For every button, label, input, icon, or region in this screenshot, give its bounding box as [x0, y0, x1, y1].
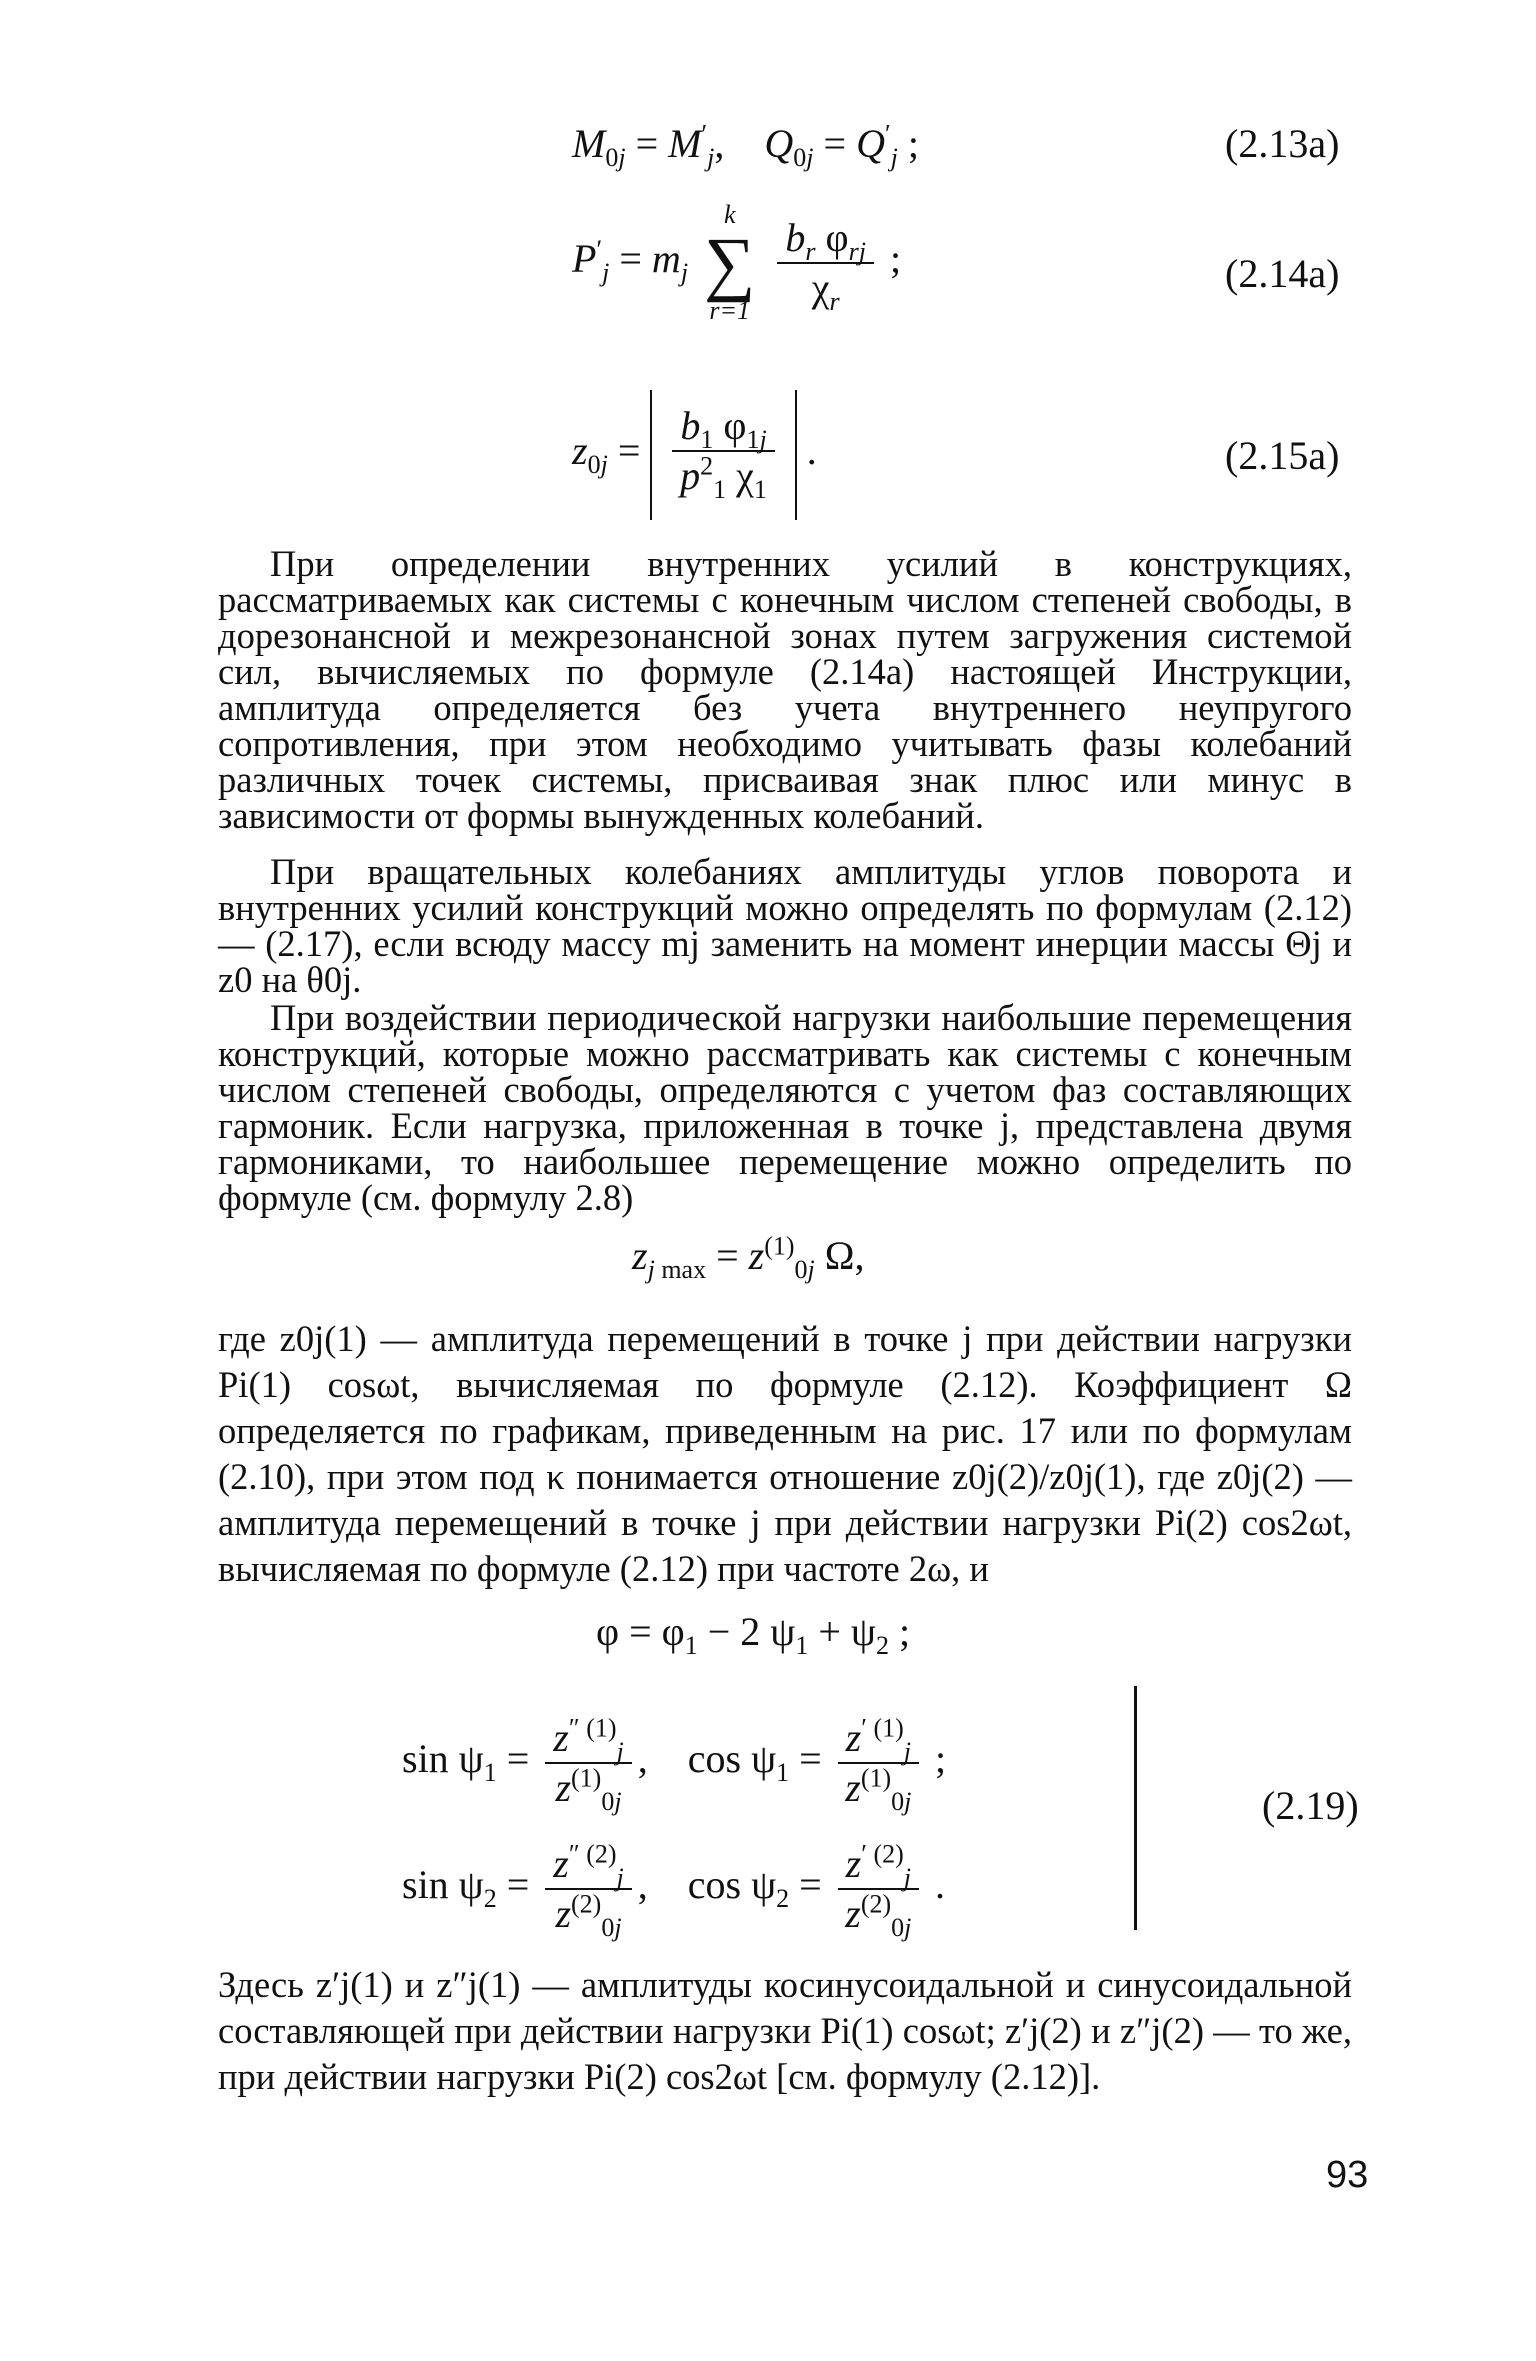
paragraph-2: При вращательных колебаниях амплитуды углов поворота и внутренних усилий конструкций можно определять по формулам (2.12) — (2.17), если всюду массу mj заменить на момент инерции массы Θj и z0 на θ0j. [218, 851, 1352, 1000]
equation-number: (2.14a) [1225, 251, 1340, 296]
paragraph-4: где z0j(1) — амплитуда перемещений в точке j при действии нагрузки Pi(1) cosωt, вычисляемая по формуле (2.12). Коэффициент Ω определяется по графикам, приведенным на рис. 17 или по формулам (2.10), при этом под κ понимается отношение z0j(2)/z0j(1), где z0j(2) — амплитуда перемещений в точке j при действии нагрузки Pi(2) cos2ωt, вычисляемая по формуле (2.12) при частоте 2ω, и [218, 1318, 1352, 1589]
paragraph-3: При воздействии периодической нагрузки наибольшие перемещения конструкций, которые можно рассматривать как системы с конечным числом степеней свободы, определяются с учетом фаз составляющих гармоник. Если нагрузка, приложенная в точке j, представлена двумя гармониками, то наибольшее перемещение можно определить по формуле (см. формулу 2.8) [218, 997, 1352, 1218]
page-number: 93 [1326, 2154, 1369, 2196]
right-brace [1120, 1686, 1137, 1930]
equation-number: (2.15a) [1225, 433, 1340, 478]
equation-number: (2.13a) [1225, 121, 1340, 166]
equation-number: (2.19) [1262, 1783, 1359, 1828]
paragraph-1: При определении внутренних усилий в конструкциях, рассматриваемых как системы с конечным числом степеней свободы, в дорезонансной и межрезонансной зонах путем загружения системой сил, вычисляемых по формуле (2.14а) настоящей Инструкции, амплитуда определяется без учета внутреннего неупругого сопротивления, при этом необходимо учитывать фазы колебаний различных точек системы, присваивая знак плюс или минус в зависимости от формы вынужденных колебаний. [218, 543, 1352, 836]
document-page: $M_{0j} = M'_j$, $Q_{0j} = Q'_j$ ; (2.13a) $P'_j = m_j$ k ∑ r=1 $\frac{b_r \varphi_{rj}}{\chi_r}$ ; (2.14a) $z_{0j}$ = $\frac{b_1 \varphi_{1j}}{p^2_1 \chi_1}$ . (2.15a) При определении внутренних усилий в конструкциях, рассматриваемых как системы с конечным числом степеней свободы, в дорезонансной и межрезонансной зонах путем загружения системой сил, вычисляемых по формуле (2.14а) настоящей Инструкции, амплитуда определяется без учета внутреннего неупругого сопротивления, при этом необходимо учитывать фазы колебаний различных точек системы, присваивая знак плюс или минус в зависимости от формы вынужденных колебаний. При вращательных колебаниях амплитуды углов поворота и внутренних усилий конструкций можно определять по формулам (2.12) — (2.17), если всюду массу mj заменить на момент инерции массы Θj и z0 на θ0j. При воздействии периодической нагрузки наибольшие перемещения конструкций, которые можно рассматривать как системы с конечным числом степеней свободы, определяются с учетом фаз составляющих гармоник. Если нагрузка, приложенная в точке j, представлена двумя гармониками, то наибольшее перемещение можно определить по формуле (см. формулу 2.8) $z_{j max} = z^{(1)}_{0j}$ Ω, где z0j(1) — амплитуда перемещений в точке j при действии нагрузки Pi(1) cosωt, вычисляемая по формуле (2.12). Коэффициент Ω определяется по графикам, приведенным на рис. 17 или по формулам (2.10), при этом под κ понимается отношение z0j(2)/z0j(1), где z0j(2) — амплитуда перемещений в точке j при действии нагрузки Pi(2) cos2ωt, вычисляемая по формуле (2.12) при частоте 2ω, и $\varphi = \varphi_1 - 2$ $\psi_1 + \psi_2$ ; $\sin \psi_1$ = $\frac{z^{'' (1)}_j}{z^{(1)}_{0j}}$ , $\cos \psi_1$ = $\frac{z^{' (1)}_j}{z^{(1)}_{0j}}$ ; $\sin \psi_2$ = $\frac{z^{'' (2)}_j}{z^{(2)}_{0j}}$ , $\cos \psi_2$ = $\frac{z^{' (2)}_j}{z^{(2)}_{0j}}$ . (2.19) Здесь z′j(1) и z″j(1) — амплитуды косинусоидальной и синусоидальной составляющей при действии нагрузки Pi(1) cosωt; z′j(2) и z″j(2) — то же, при действии нагрузки Pi(2) cos2ωt [см. формулу (2.12)]. 93 [218, 119, 1369, 2196]
paragraph-5: Здесь z′j(1) и z″j(1) — амплитуды косинусоидальной и синусоидальной составляющей при действии нагрузки Pi(1) cosωt; z′j(2) и z″j(2) — то же, при действии нагрузки Pi(2) cos2ωt [см. формулу (2.12)]. [218, 1964, 1352, 2097]
